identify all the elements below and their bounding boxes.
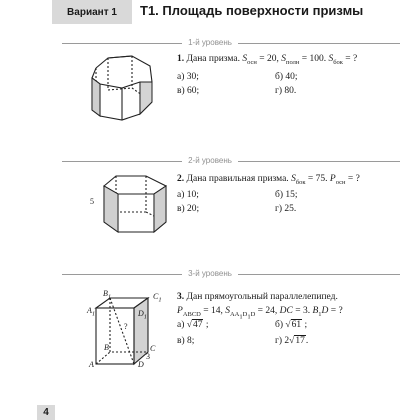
- page-number: 4: [37, 405, 55, 420]
- answer-c: в) 8;: [177, 336, 195, 346]
- answer-a: а) 30;: [177, 72, 199, 82]
- answer-d: г) 2√17.: [275, 336, 309, 346]
- answer-d: г) 25.: [275, 204, 297, 214]
- variant-label: Вариант 1: [52, 0, 132, 24]
- edge-length-label: 3: [146, 352, 150, 361]
- answer-a: а) 10;: [177, 190, 199, 200]
- answer-b: б) 15;: [275, 190, 298, 200]
- vertex-label: $C_1$: [153, 292, 162, 304]
- page-title: Т1. Площадь поверхности призмы: [140, 3, 364, 18]
- answer-d: г) 80.: [275, 86, 297, 96]
- vertex-label: A: [89, 360, 94, 369]
- answer-b: б) 40;: [275, 72, 298, 82]
- vertex-label: $D_1$: [138, 309, 148, 321]
- problem-2-text: 2. Дана правильная призма. $S_{бок} = 75$. $P_{осн}$ = ?: [177, 174, 360, 186]
- vertex-label: D: [138, 360, 144, 369]
- prism-figure-2: [98, 172, 174, 242]
- answer-a: а) √47 ;: [177, 320, 209, 330]
- level-label: 2-й уровень: [0, 156, 420, 165]
- vertex-label: $B_1$: [103, 289, 112, 301]
- level-label: 1-й уровень: [0, 38, 420, 47]
- unknown-mark: ?: [124, 322, 128, 331]
- vertex-label: $A_1$: [87, 306, 96, 318]
- prism-figure-1: [90, 48, 160, 123]
- level-label: 3-й уровень: [0, 269, 420, 278]
- answer-c: в) 60;: [177, 86, 200, 96]
- problem-3-text: 3. Дан прямоугольный параллелепипед. $P_{ABCD} = 14$, $S_{AA_1D_1D} = 24$, DC = 3. $B_1D$ = ?: [177, 292, 343, 321]
- problem-1-text: 1. Дана призма. $S_{осн} = 20$, $S_{полн} = 100$. $S_{бок}$ = ?: [177, 54, 358, 66]
- prism-height-label: 5: [90, 197, 94, 206]
- answer-b: б) √61 ;: [275, 320, 308, 330]
- vertex-label: C: [150, 344, 156, 353]
- vertex-label: B: [104, 343, 109, 352]
- answer-c: в) 20;: [177, 204, 200, 214]
